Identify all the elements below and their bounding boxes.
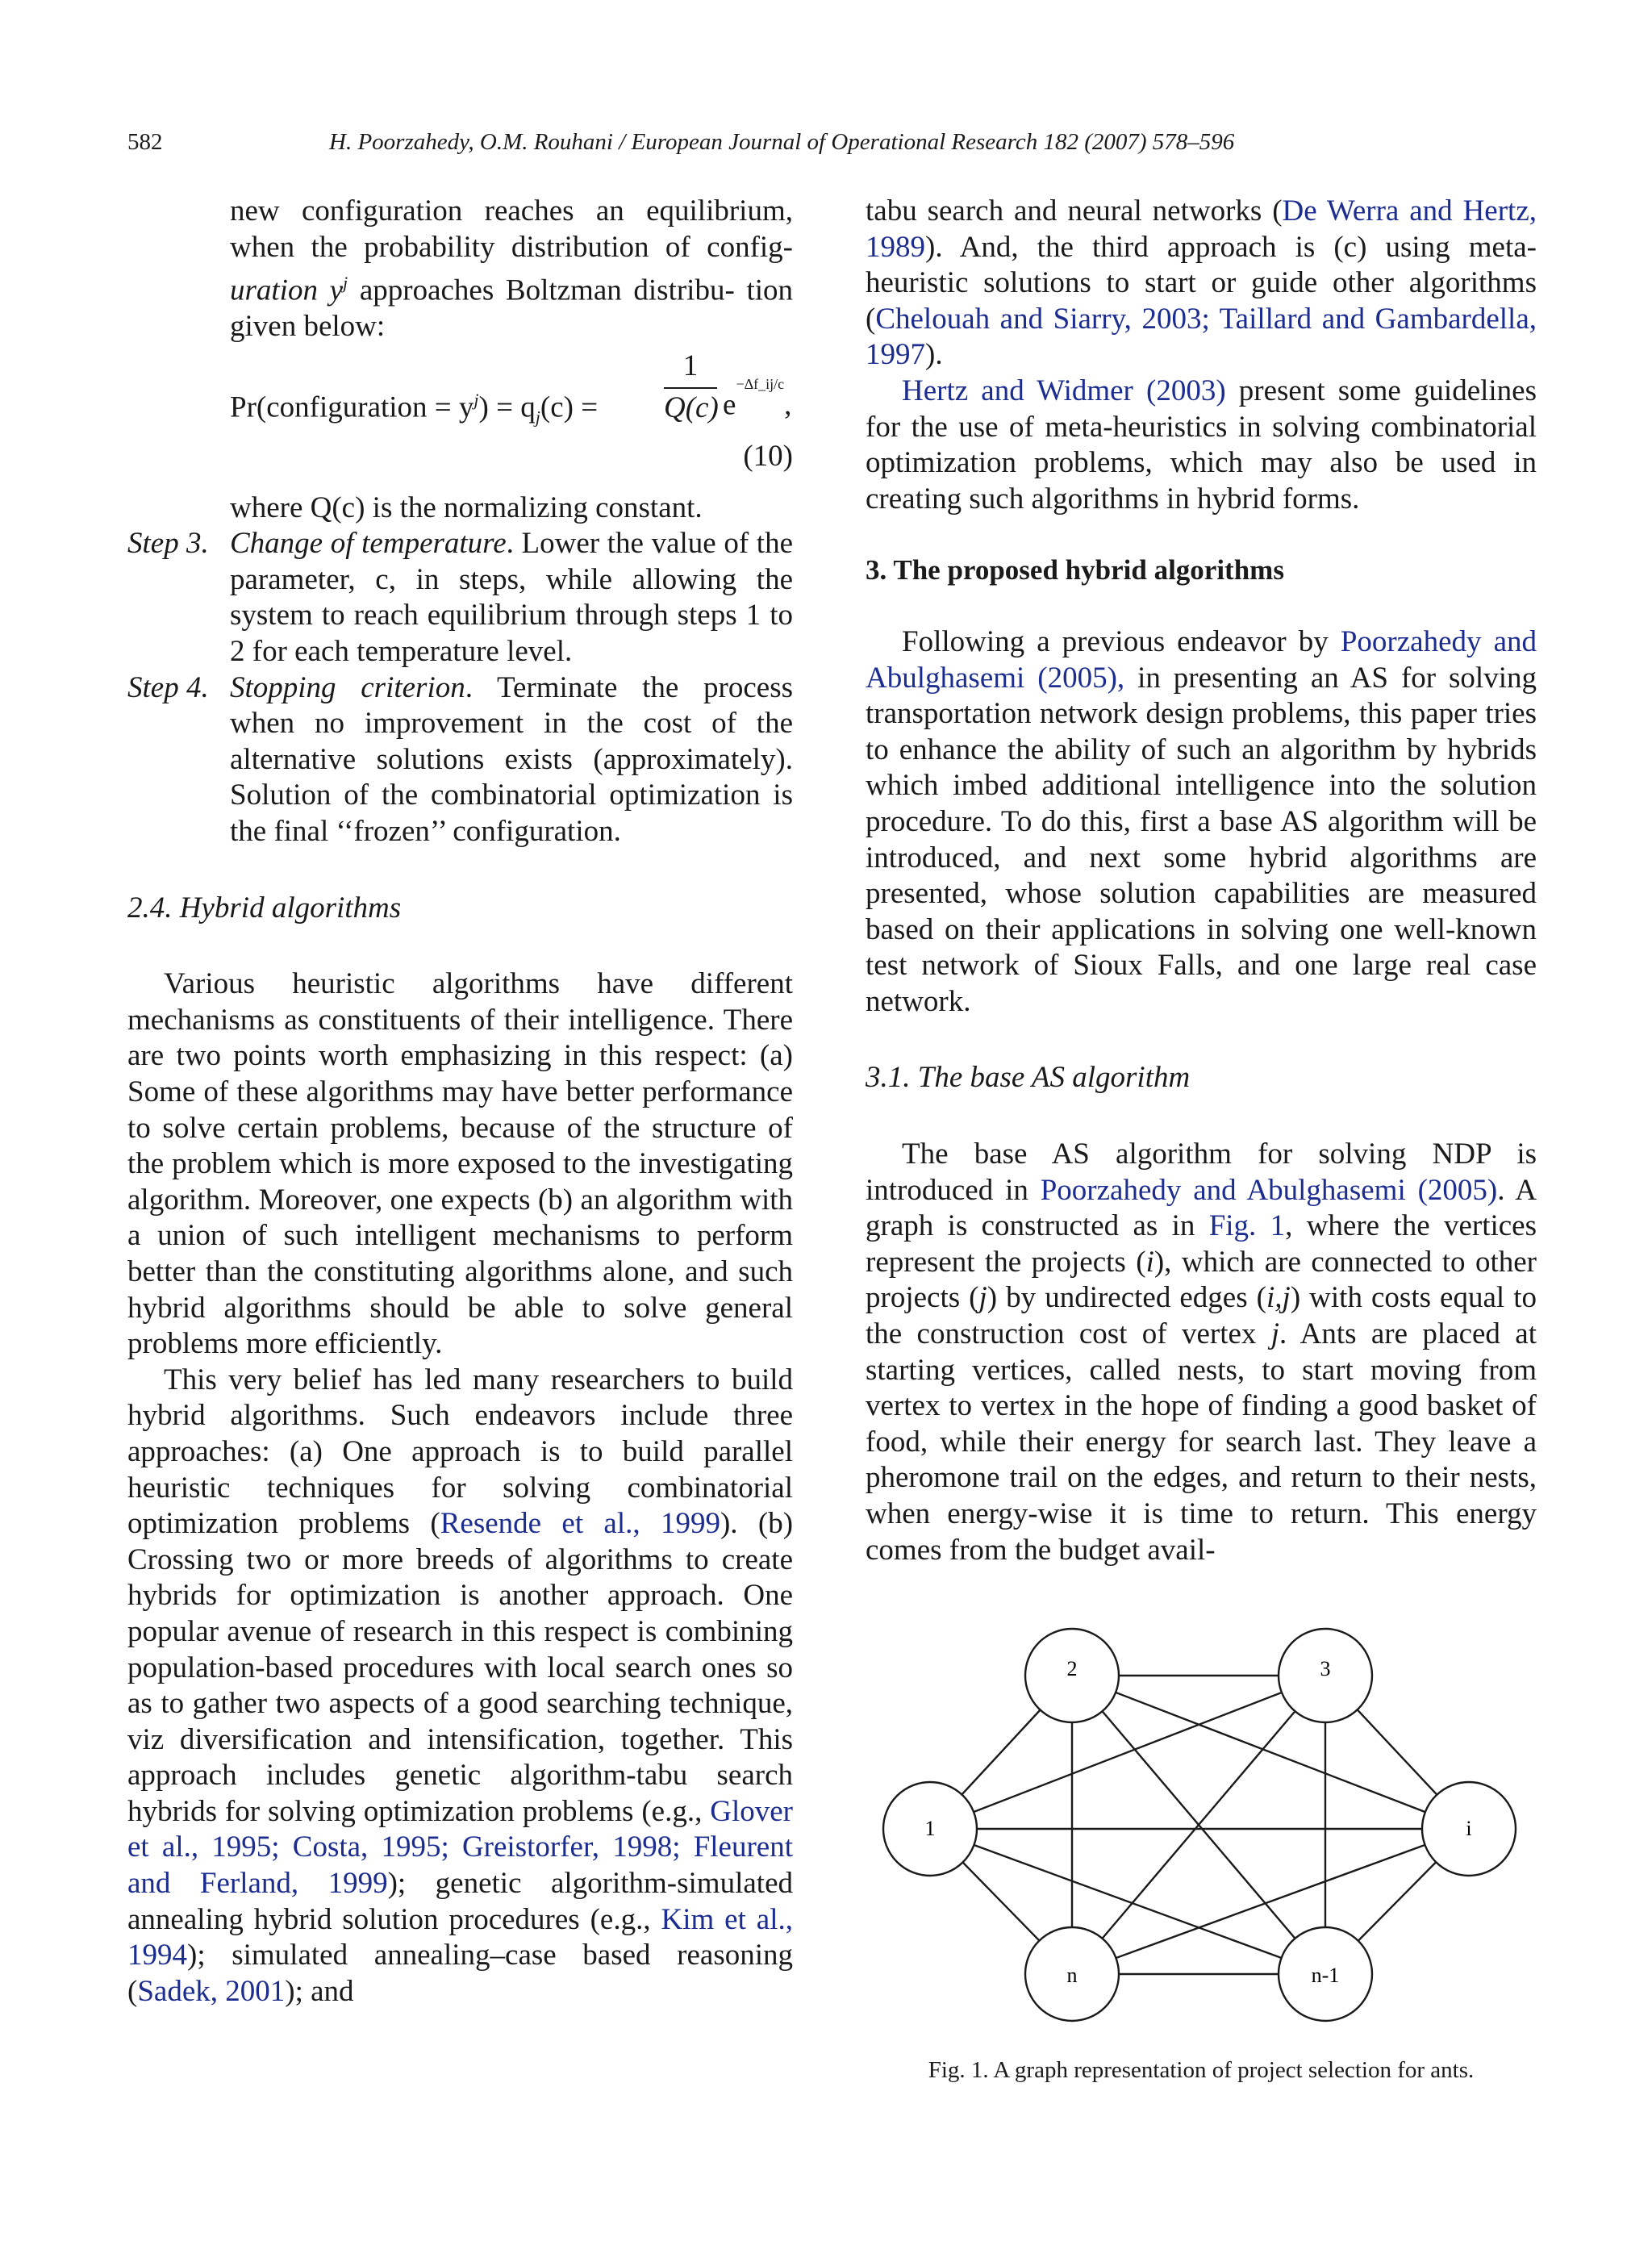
equation-exponential: $e^{-\Delta f\_ij/c}$, (723, 375, 792, 422)
intro-sup-j: j (343, 273, 348, 294)
fraction-numerator: 1 (682, 349, 699, 382)
figure-1-link[interactable]: Fig. 1 (1208, 1209, 1286, 1243)
graph-diagram (866, 1617, 1537, 2053)
citation-hertz-widmer[interactable]: Hertz and Widmer (2003) (902, 374, 1226, 407)
step-3-title: Change of temperature (230, 527, 507, 561)
equation-exponent: −Δf_ij/c (736, 375, 785, 392)
citation-glover-group[interactable]: Glover et al., 1995; Costa, 1995; Greistorfer, 1998; Fleurent and Ferland, 1999 (127, 1794, 793, 1901)
intro-line-3b: approaches Boltzman distribu- (348, 273, 735, 307)
page-number: 582 (127, 129, 163, 155)
step-3-label: Step 3. (127, 527, 209, 561)
figure-1-caption: Fig. 1. A graph representation of project selection for ants. (928, 2057, 1475, 2083)
node-n-label: n (1066, 1964, 1078, 1987)
hybrid-paragraph-1: Various heuristic algorithms have different mechanisms as constituents of their intelligence. There are two points worth emphasizing in this respect: (a) Some of these algorithms may have better performance to solve certain problems, because of the structure of the problem which is more exposed to the investigating algorithm. Moreover, one expects (b) an algorithm with a union of such intelligent mechanisms to perform better than the constituting algorithms alone, and such hybrid algorithms should be able to solve general problems more efficiently. (127, 967, 793, 1361)
node-3-label: 3 (1320, 1657, 1331, 1680)
edge-1-n1 (930, 1829, 1325, 1974)
base-as-paragraph: The base AS algorithm for solving NDP is introduced in Poorzahedy and Abulghasemi (2005). A graph is constructed as in Fig. 1, where the vertices represent the projects (i), which are connected to other projects (j) by undirected edges (i,j) with costs equal to the construction cost of vertex j. Ants are placed at starting vertices, called nests, to start moving from vertex to vertex in the hope of finding a good basket of food, while their energy for search last. They leave a pheromone trail on the edges, and return to their nests, when energy-wise it is time to return. This energy comes from the budget avail- (866, 1137, 1537, 1567)
node-1 (883, 1782, 977, 1876)
section-3-heading: 3. The proposed hybrid algorithms (866, 554, 1284, 586)
citation-resende[interactable]: Resende et al., 1999 (440, 1507, 720, 1541)
proposed-paragraph: Following a previous endeavor by Poorzahedy and Abulghasemi (2005), in presenting an AS for solving transportation network design problems, this paper tries to enhance the ability of such an algorithm by hybrids which imbed additional intelligence into the solution procedure. To do this, first a base AS algorithm will be introduced, and next some hybrid algorithms are presented, whose solution capabilities are measured based on their applications in solving one well-known test network of Sioux Falls, and one large real case network. (866, 624, 1537, 1018)
citation-dewerra[interactable]: De Werra and Hertz, 1989 (866, 194, 1537, 264)
step-4-text: . Terminate the process when no improvement in the cost of the alternative solutions exists (approximately). Solution of the combinatorial optimization is the final ‘‘frozen’’ configuration. (230, 670, 793, 849)
edge-2-i (1072, 1676, 1469, 1829)
hybrid-paragraph-2: This very belief has led many researchers to build hybrid algorithms. Such endeavors include three approaches: (a) One approach is to build parallel heuristic techniques for solving combinatorial optimization problems (Resende et al., 1999). (b) Crossing two or more breeds of algorithms to create hybrids for optimization is another approach. One popular avenue of research in this respect is combining population-based procedures with local search ones so as to gather two aspects of a good searching technique, viz diversification and intensification, together. This approach includes genetic algorithm-tabu search hybrids for solving optimization problems (e.g., Glover et al., 1995; Costa, 1995; Greistorfer, 1998; Fleurent and Ferland, 1999); genetic algorithm-simulated annealing hybrid solution procedures (e.g., Kim et al., 1994); simulated annealing–case based reasoning (Sadek, 2001); and (127, 1363, 794, 2008)
step-4-label: Step 4. (127, 670, 209, 704)
equation-10 (127, 349, 793, 486)
figure-1 (866, 1617, 1537, 2093)
node-i-label: i (1466, 1817, 1472, 1840)
node-n-1 (1279, 1927, 1372, 2021)
intro-line-3a: uration y (230, 273, 344, 307)
hertz-paragraph: Hertz and Widmer (2003) present some guidelines for the use of meta-heuristics in solving combinatorial optimization problems, which may also be used in creating such algorithms in hybrid forms. (866, 374, 1537, 515)
right-column (866, 194, 1537, 1568)
edge-3-1 (930, 1676, 1325, 1829)
edge-i-n (1072, 1829, 1469, 1974)
citation-sadek[interactable]: Sadek, 2001 (137, 1974, 286, 2008)
citation-poorzahedy-1[interactable]: Poorzahedy and Abulghasemi (2005), (866, 624, 1537, 695)
step-4 (127, 670, 793, 850)
approach-paragraph: tabu search and neural networks (De Werra and Hertz, 1989). And, the third approach is (c) using meta-heuristic solutions to start or guide other algorithms (Chelouah and Siarry, 2003; Taillard and Gambardella, 1997). (866, 194, 1537, 372)
intro-paragraph (127, 194, 793, 345)
intro-line-2: when the probability distribution of config- (230, 230, 793, 264)
running-title: H. Poorzahedy, O.M. Rouhani / European Journal of Operational Research 182 (2007) 578–596 (329, 129, 1235, 155)
step-3 (127, 526, 793, 670)
fraction-denominator: Q(c) (664, 390, 719, 424)
node-n (1025, 1927, 1119, 2021)
graph-edges (930, 1676, 1472, 1974)
intro-line-4: tion given below: (230, 273, 794, 344)
equation-fraction (664, 349, 717, 426)
running-header (127, 129, 1531, 161)
node-2 (1025, 1629, 1119, 1722)
node-1-label: 1 (924, 1817, 936, 1840)
node-2-label: 2 (1066, 1657, 1078, 1680)
equation-number: (10) (743, 439, 793, 473)
citation-chelouah-taillard[interactable]: Chelouah and Siarry, 2003; Taillard and Gambardella, 1997 (866, 302, 1537, 372)
section-2-4-heading: 2.4. Hybrid algorithms (127, 891, 402, 925)
node-3 (1279, 1629, 1372, 1722)
step-3-text: . Lower the value of the parameter, c, in steps, while allowing the system to reach equilibrium through steps 1 to 2 for each temperature level. (230, 527, 793, 669)
equation-lhs: Pr(configuration = $y^j) = q_j(c)$ = (230, 389, 599, 428)
left-column (127, 194, 793, 2010)
step-4-title: Stopping criterion (230, 670, 465, 704)
intro-line-1: new configuration reaches an equilibrium, (230, 194, 793, 227)
node-n-1-label: n-1 (1311, 1964, 1340, 1987)
section-3-1-heading: 3.1. The base AS algorithm (866, 1061, 1191, 1095)
normalizing-text: where Q(c) is the normalizing constant. (230, 490, 703, 524)
citation-kim[interactable]: Kim et al., 1994 (127, 1902, 793, 1972)
citation-poorzahedy-2[interactable]: Poorzahedy and Abulghasemi (2005) (1040, 1173, 1498, 1207)
node-i (1422, 1782, 1516, 1876)
